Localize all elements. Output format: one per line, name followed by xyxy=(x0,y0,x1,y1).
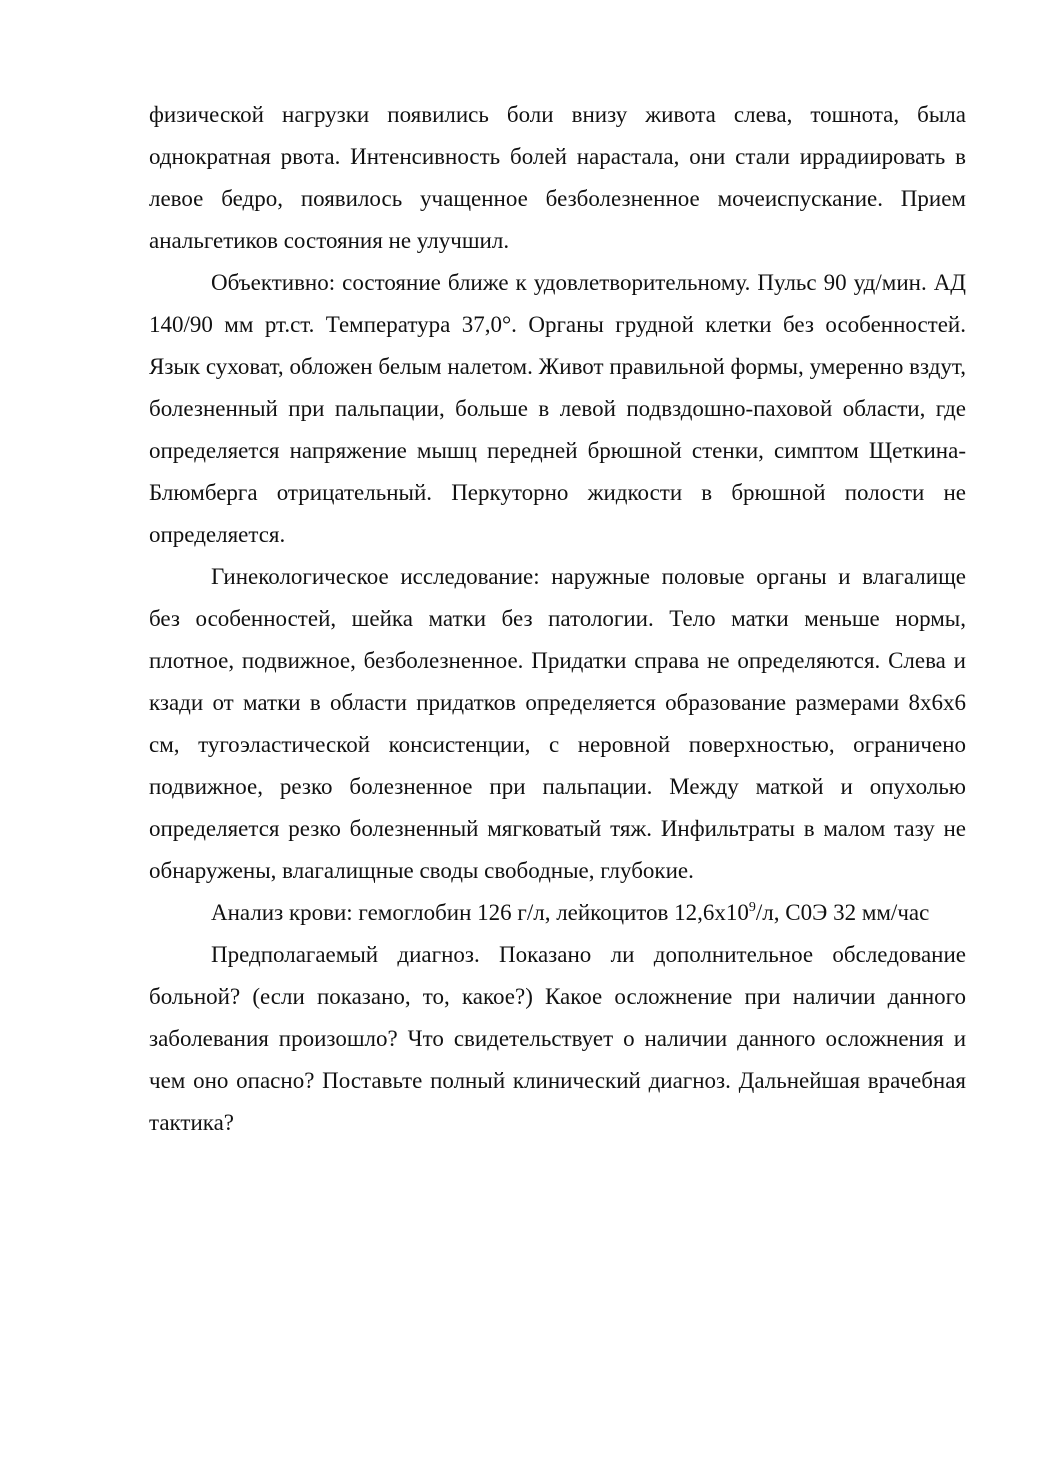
paragraph-gynecological-exam: Гинекологическое исследование: наружные половые органы и влагалище без особенностей, шейка матки без патологии. Тело матки меньше нормы, плотное, подвижное, безболезненное. Придатки справа не определяются. Слева и кзади от матки в области придатков определяется образование размерами 8х6х6 см, тугоэластической консистенции, с неровной поверхностью, ограничено подвижное, резко болезненное при пальпации. Между маткой и опухолью определяется резко болезненный мягковатый тяж. Инфильтраты в малом тазу не обнаружены, влагалищные своды свободные, глубокие. xyxy=(149,564,966,883)
paragraph-objective-exam: Объективно: состояние ближе к удовлетворительному. Пульс 90 уд/мин. АД 140/90 мм рт.ст. Температура 37,0°. Органы грудной клетки без особенностей. Язык суховат, обложен белым налетом. Живот правильной формы, умеренно вздут, болезненный при пальпации, больше в левой подвздошно-паховой области, где определяется напряжение мышц передней брюшной стенки, симптом Щеткина-Блюмберга отрицательный. Перкуторно жидкости в брюшной полости не определяется. xyxy=(149,270,966,547)
blood-test-text-start: Анализ крови: гемоглобин 126 г/л, лейкоцитов 12,6х10 xyxy=(211,900,749,925)
exponent-superscript: 9 xyxy=(748,900,756,915)
document-page xyxy=(149,94,966,1144)
paragraph-questions: Предполагаемый диагноз. Показано ли дополнительное обследование больной? (если показано, то, какое?) Какое осложнение при наличии данного заболевания произошло? Что свидетельствует о наличии данного осложнения и чем оно опасно? Поставьте полный клинический диагноз. Дальнейшая врачебная тактика? xyxy=(149,942,966,1135)
paragraph-complaints: физической нагрузки появились боли внизу живота слева, тошнота, была однократная рвота. Интенсивность болей нарастала, они стали иррадиировать в левое бедро, появилось учащенное безболезненное мочеиспускание. Прием анальгетиков состояния не улучшил. xyxy=(149,102,966,253)
blood-test-text-end: /л, С0Э 32 мм/час xyxy=(755,900,930,925)
paragraph-blood-test xyxy=(149,892,966,934)
